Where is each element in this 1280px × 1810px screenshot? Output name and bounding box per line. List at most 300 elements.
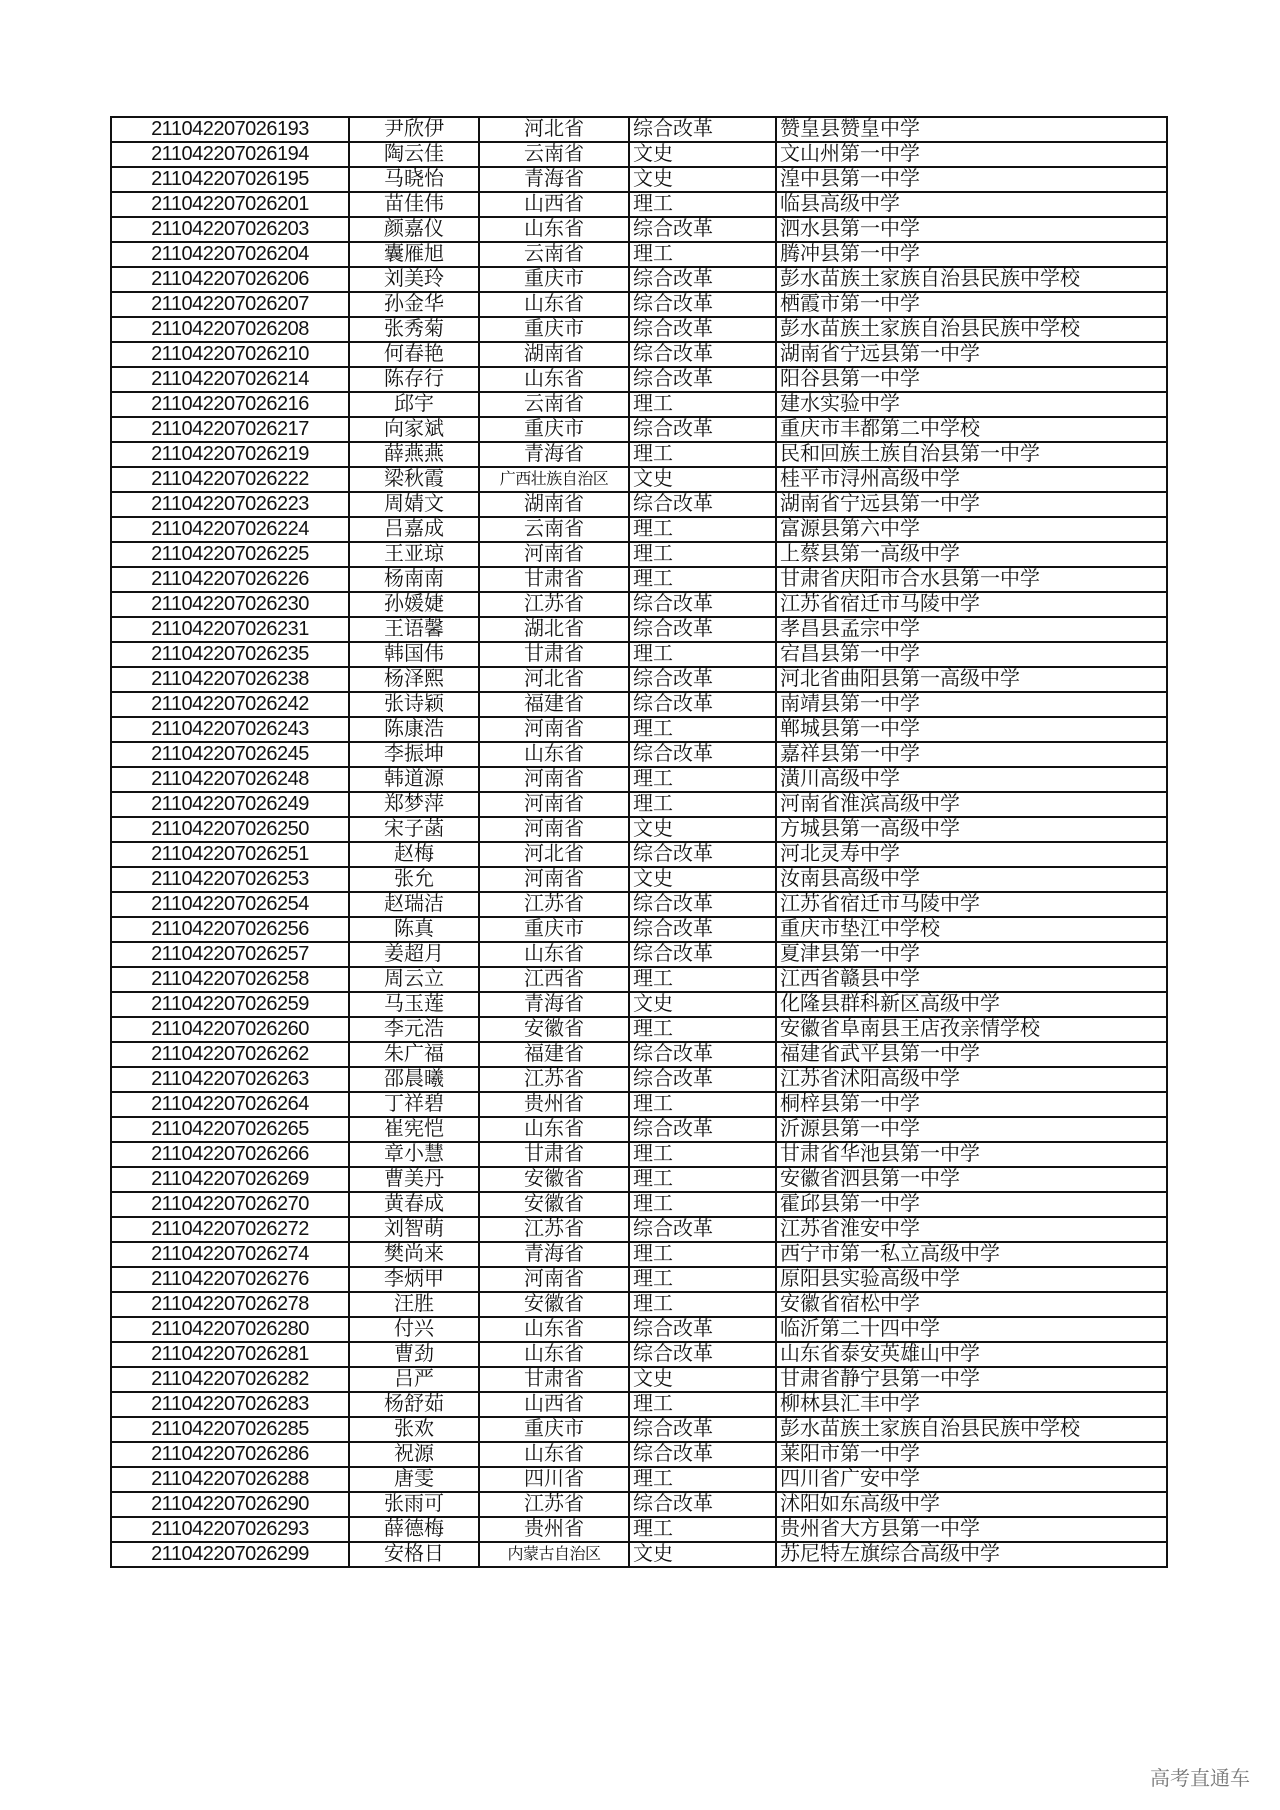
exam-id-cell: 211042207026223 — [111, 492, 349, 517]
exam-id-cell: 211042207026282 — [111, 1367, 349, 1392]
subject-category-cell: 理工 — [629, 767, 776, 792]
school-cell: 沂源县第一中学 — [776, 1117, 1167, 1142]
student-name-cell: 陈康浩 — [349, 717, 479, 742]
exam-id-cell: 211042207026266 — [111, 1142, 349, 1167]
subject-category-cell: 理工 — [629, 1392, 776, 1417]
province-cell: 山东省 — [479, 942, 629, 967]
school-cell: 赞皇县赞皇中学 — [776, 117, 1167, 142]
subject-category-cell: 综合改革 — [629, 267, 776, 292]
subject-category-cell: 综合改革 — [629, 417, 776, 442]
exam-id-cell: 211042207026293 — [111, 1517, 349, 1542]
subject-category-cell: 综合改革 — [629, 842, 776, 867]
subject-category-cell: 理工 — [629, 1267, 776, 1292]
subject-category-cell: 文史 — [629, 992, 776, 1017]
student-name-cell: 刘美玲 — [349, 267, 479, 292]
subject-category-cell: 综合改革 — [629, 1417, 776, 1442]
province-cell: 青海省 — [479, 167, 629, 192]
school-cell: 栖霞市第一中学 — [776, 292, 1167, 317]
table-row — [111, 1417, 1167, 1442]
table-row — [111, 942, 1167, 967]
exam-id-cell: 211042207026217 — [111, 417, 349, 442]
table-row — [111, 317, 1167, 342]
school-cell: 山东省泰安英雄山中学 — [776, 1342, 1167, 1367]
table-row — [111, 1167, 1167, 1192]
student-name-cell: 邱宇 — [349, 392, 479, 417]
table-row — [111, 517, 1167, 542]
table-row — [111, 392, 1167, 417]
school-cell: 甘肃省华池县第一中学 — [776, 1142, 1167, 1167]
exam-id-cell: 211042207026286 — [111, 1442, 349, 1467]
subject-category-cell: 文史 — [629, 1542, 776, 1567]
student-name-cell: 马晓怡 — [349, 167, 479, 192]
exam-id-cell: 211042207026204 — [111, 242, 349, 267]
subject-category-cell: 理工 — [629, 1192, 776, 1217]
province-cell: 内蒙古自治区 — [479, 1542, 629, 1567]
exam-id-cell: 211042207026253 — [111, 867, 349, 892]
table-row — [111, 767, 1167, 792]
province-cell: 云南省 — [479, 392, 629, 417]
table-row — [111, 667, 1167, 692]
school-cell: 建水实验中学 — [776, 392, 1167, 417]
exam-id-cell: 211042207026219 — [111, 442, 349, 467]
student-name-cell: 周云立 — [349, 967, 479, 992]
table-row — [111, 1092, 1167, 1117]
subject-category-cell: 综合改革 — [629, 692, 776, 717]
school-cell: 彭水苗族土家族自治县民族中学校 — [776, 317, 1167, 342]
exam-id-cell: 211042207026226 — [111, 567, 349, 592]
province-cell: 山东省 — [479, 1342, 629, 1367]
table-row — [111, 1467, 1167, 1492]
subject-category-cell: 综合改革 — [629, 217, 776, 242]
student-name-cell: 杨南南 — [349, 567, 479, 592]
exam-id-cell: 211042207026208 — [111, 317, 349, 342]
province-cell: 河南省 — [479, 817, 629, 842]
subject-category-cell: 综合改革 — [629, 1042, 776, 1067]
table-row — [111, 417, 1167, 442]
school-cell: 孝昌县孟宗中学 — [776, 617, 1167, 642]
province-cell: 湖北省 — [479, 617, 629, 642]
school-cell: 河南省淮滨高级中学 — [776, 792, 1167, 817]
school-cell: 福建省武平县第一中学 — [776, 1042, 1167, 1067]
province-cell: 河南省 — [479, 1267, 629, 1292]
subject-category-cell: 理工 — [629, 642, 776, 667]
province-cell: 贵州省 — [479, 1092, 629, 1117]
school-cell: 民和回族土族自治县第一中学 — [776, 442, 1167, 467]
table-row — [111, 717, 1167, 742]
exam-id-cell: 211042207026285 — [111, 1417, 349, 1442]
province-cell: 甘肃省 — [479, 567, 629, 592]
province-cell: 山西省 — [479, 1392, 629, 1417]
exam-id-cell: 211042207026280 — [111, 1317, 349, 1342]
student-name-cell: 邵晨曦 — [349, 1067, 479, 1092]
student-name-cell: 马玉莲 — [349, 992, 479, 1017]
table-row — [111, 1442, 1167, 1467]
student-name-cell: 崔宪恺 — [349, 1117, 479, 1142]
subject-category-cell: 理工 — [629, 517, 776, 542]
province-cell: 甘肃省 — [479, 1142, 629, 1167]
exam-id-cell: 211042207026193 — [111, 117, 349, 142]
table-row — [111, 167, 1167, 192]
exam-id-cell: 211042207026256 — [111, 917, 349, 942]
subject-category-cell: 综合改革 — [629, 342, 776, 367]
province-cell: 河南省 — [479, 717, 629, 742]
province-cell: 江苏省 — [479, 1492, 629, 1517]
province-cell: 河北省 — [479, 117, 629, 142]
province-cell: 重庆市 — [479, 317, 629, 342]
table-row — [111, 642, 1167, 667]
student-name-cell: 王语馨 — [349, 617, 479, 642]
exam-id-cell: 211042207026260 — [111, 1017, 349, 1042]
exam-id-cell: 211042207026272 — [111, 1217, 349, 1242]
province-cell: 重庆市 — [479, 917, 629, 942]
table-row — [111, 1392, 1167, 1417]
student-name-cell: 张欢 — [349, 1417, 479, 1442]
student-name-cell: 张诗颖 — [349, 692, 479, 717]
table-row — [111, 917, 1167, 942]
exam-id-cell: 211042207026274 — [111, 1242, 349, 1267]
exam-id-cell: 211042207026263 — [111, 1067, 349, 1092]
subject-category-cell: 综合改革 — [629, 1317, 776, 1342]
subject-category-cell: 综合改革 — [629, 1342, 776, 1367]
school-cell: 化隆县群科新区高级中学 — [776, 992, 1167, 1017]
subject-category-cell: 文史 — [629, 1367, 776, 1392]
table-row — [111, 1342, 1167, 1367]
student-name-cell: 黄春成 — [349, 1192, 479, 1217]
school-cell: 湖南省宁远县第一中学 — [776, 492, 1167, 517]
province-cell: 山东省 — [479, 292, 629, 317]
table-row — [111, 142, 1167, 167]
subject-category-cell: 文史 — [629, 167, 776, 192]
school-cell: 桂平市浔州高级中学 — [776, 467, 1167, 492]
table-row — [111, 1517, 1167, 1542]
school-cell: 江苏省宿迁市马陵中学 — [776, 592, 1167, 617]
school-cell: 西宁市第一私立高级中学 — [776, 1242, 1167, 1267]
subject-category-cell: 理工 — [629, 967, 776, 992]
subject-category-cell: 理工 — [629, 542, 776, 567]
province-cell: 重庆市 — [479, 267, 629, 292]
exam-id-cell: 211042207026207 — [111, 292, 349, 317]
school-cell: 南靖县第一中学 — [776, 692, 1167, 717]
province-cell: 青海省 — [479, 992, 629, 1017]
school-cell: 莱阳市第一中学 — [776, 1442, 1167, 1467]
school-cell: 四川省广安中学 — [776, 1467, 1167, 1492]
student-name-cell: 韩道源 — [349, 767, 479, 792]
exam-id-cell: 211042207026258 — [111, 967, 349, 992]
school-cell: 安徽省泗县第一中学 — [776, 1167, 1167, 1192]
province-cell: 安徽省 — [479, 1167, 629, 1192]
subject-category-cell: 理工 — [629, 1292, 776, 1317]
subject-category-cell: 理工 — [629, 192, 776, 217]
exam-id-cell: 211042207026299 — [111, 1542, 349, 1567]
school-cell: 夏津县第一中学 — [776, 942, 1167, 967]
province-cell: 河南省 — [479, 767, 629, 792]
school-cell: 江苏省沭阳高级中学 — [776, 1067, 1167, 1092]
student-name-cell: 囊雁旭 — [349, 242, 479, 267]
table-row — [111, 742, 1167, 767]
exam-id-cell: 211042207026195 — [111, 167, 349, 192]
exam-id-cell: 211042207026235 — [111, 642, 349, 667]
student-name-cell: 薛燕燕 — [349, 442, 479, 467]
subject-category-cell: 文史 — [629, 867, 776, 892]
province-cell: 安徽省 — [479, 1192, 629, 1217]
province-cell: 山东省 — [479, 742, 629, 767]
province-cell: 山东省 — [479, 1117, 629, 1142]
student-name-cell: 周婧文 — [349, 492, 479, 517]
student-name-cell: 李炳甲 — [349, 1267, 479, 1292]
subject-category-cell: 综合改革 — [629, 1067, 776, 1092]
student-name-cell: 姜超月 — [349, 942, 479, 967]
province-cell: 贵州省 — [479, 1517, 629, 1542]
school-cell: 重庆市丰都第二中学校 — [776, 417, 1167, 442]
student-name-cell: 颜嘉仪 — [349, 217, 479, 242]
exam-id-cell: 211042207026265 — [111, 1117, 349, 1142]
subject-category-cell: 理工 — [629, 1242, 776, 1267]
school-cell: 汝南县高级中学 — [776, 867, 1167, 892]
subject-category-cell: 综合改革 — [629, 1442, 776, 1467]
province-cell: 河南省 — [479, 542, 629, 567]
subject-category-cell: 综合改革 — [629, 942, 776, 967]
school-cell: 腾冲县第一中学 — [776, 242, 1167, 267]
student-name-cell: 祝源 — [349, 1442, 479, 1467]
table-row — [111, 217, 1167, 242]
subject-category-cell: 综合改革 — [629, 117, 776, 142]
province-cell: 山东省 — [479, 217, 629, 242]
student-name-cell: 张秀菊 — [349, 317, 479, 342]
exam-id-cell: 211042207026278 — [111, 1292, 349, 1317]
exam-id-cell: 211042207026250 — [111, 817, 349, 842]
subject-category-cell: 综合改革 — [629, 917, 776, 942]
exam-id-cell: 211042207026249 — [111, 792, 349, 817]
student-name-cell: 张雨可 — [349, 1492, 479, 1517]
province-cell: 重庆市 — [479, 1417, 629, 1442]
student-name-cell: 郑梦萍 — [349, 792, 479, 817]
table-row — [111, 442, 1167, 467]
province-cell: 江苏省 — [479, 1217, 629, 1242]
exam-id-cell: 211042207026290 — [111, 1492, 349, 1517]
province-cell: 重庆市 — [479, 417, 629, 442]
subject-category-cell: 理工 — [629, 1092, 776, 1117]
exam-id-cell: 211042207026248 — [111, 767, 349, 792]
school-cell: 临县高级中学 — [776, 192, 1167, 217]
exam-id-cell: 211042207026243 — [111, 717, 349, 742]
province-cell: 河南省 — [479, 867, 629, 892]
province-cell: 山东省 — [479, 1317, 629, 1342]
exam-id-cell: 211042207026251 — [111, 842, 349, 867]
school-cell: 泗水县第一中学 — [776, 217, 1167, 242]
subject-category-cell: 理工 — [629, 242, 776, 267]
province-cell: 安徽省 — [479, 1017, 629, 1042]
school-cell: 沭阳如东高级中学 — [776, 1492, 1167, 1517]
province-cell: 安徽省 — [479, 1292, 629, 1317]
exam-id-cell: 211042207026194 — [111, 142, 349, 167]
table-row — [111, 467, 1167, 492]
school-cell: 河北灵寿中学 — [776, 842, 1167, 867]
table-row — [111, 592, 1167, 617]
student-name-cell: 梁秋霞 — [349, 467, 479, 492]
province-cell: 云南省 — [479, 142, 629, 167]
student-name-cell: 宋子菡 — [349, 817, 479, 842]
subject-category-cell: 理工 — [629, 1167, 776, 1192]
table-row — [111, 1117, 1167, 1142]
school-cell: 嘉祥县第一中学 — [776, 742, 1167, 767]
subject-category-cell: 综合改革 — [629, 317, 776, 342]
table-row — [111, 817, 1167, 842]
table-row — [111, 1492, 1167, 1517]
province-cell: 福建省 — [479, 692, 629, 717]
school-cell: 原阳县实验高级中学 — [776, 1267, 1167, 1292]
student-name-cell: 向家斌 — [349, 417, 479, 442]
province-cell: 云南省 — [479, 242, 629, 267]
student-name-cell: 韩国伟 — [349, 642, 479, 667]
table-row — [111, 342, 1167, 367]
table-row — [111, 367, 1167, 392]
table-row — [111, 542, 1167, 567]
subject-category-cell: 综合改革 — [629, 592, 776, 617]
exam-id-cell: 211042207026230 — [111, 592, 349, 617]
student-name-cell: 吕严 — [349, 1367, 479, 1392]
school-cell: 贵州省大方县第一中学 — [776, 1517, 1167, 1542]
province-cell: 湖南省 — [479, 342, 629, 367]
table-row — [111, 1142, 1167, 1167]
subject-category-cell: 理工 — [629, 1517, 776, 1542]
subject-category-cell: 综合改革 — [629, 292, 776, 317]
school-cell: 河北省曲阳县第一高级中学 — [776, 667, 1167, 692]
subject-category-cell: 理工 — [629, 1017, 776, 1042]
subject-category-cell: 综合改革 — [629, 1217, 776, 1242]
student-name-cell: 杨舒茹 — [349, 1392, 479, 1417]
subject-category-cell: 综合改革 — [629, 1492, 776, 1517]
subject-category-cell: 综合改革 — [629, 1117, 776, 1142]
school-cell: 宕昌县第一中学 — [776, 642, 1167, 667]
school-cell: 方城县第一高级中学 — [776, 817, 1167, 842]
exam-id-cell: 211042207026214 — [111, 367, 349, 392]
school-cell: 上蔡县第一高级中学 — [776, 542, 1167, 567]
student-name-cell: 安格日 — [349, 1542, 479, 1567]
table-row — [111, 1042, 1167, 1067]
table-row — [111, 892, 1167, 917]
student-name-cell: 杨泽熙 — [349, 667, 479, 692]
exam-id-cell: 211042207026254 — [111, 892, 349, 917]
school-cell: 重庆市垫江中学校 — [776, 917, 1167, 942]
exam-id-cell: 211042207026245 — [111, 742, 349, 767]
student-name-cell: 丁祥碧 — [349, 1092, 479, 1117]
subject-category-cell: 文史 — [629, 467, 776, 492]
table-row — [111, 292, 1167, 317]
table-row — [111, 242, 1167, 267]
subject-category-cell: 理工 — [629, 392, 776, 417]
table-row — [111, 192, 1167, 217]
student-name-cell: 陈真 — [349, 917, 479, 942]
province-cell: 江苏省 — [479, 892, 629, 917]
school-cell: 桐梓县第一中学 — [776, 1092, 1167, 1117]
student-name-cell: 刘智萌 — [349, 1217, 479, 1242]
student-name-cell: 陈存行 — [349, 367, 479, 392]
student-name-cell: 曹美丹 — [349, 1167, 479, 1192]
table-row — [111, 1367, 1167, 1392]
student-name-cell: 唐雯 — [349, 1467, 479, 1492]
school-cell: 湟中县第一中学 — [776, 167, 1167, 192]
exam-id-cell: 211042207026231 — [111, 617, 349, 642]
student-name-cell: 汪胜 — [349, 1292, 479, 1317]
exam-id-cell: 211042207026259 — [111, 992, 349, 1017]
student-name-cell: 李元浩 — [349, 1017, 479, 1042]
exam-id-cell: 211042207026281 — [111, 1342, 349, 1367]
table-row — [111, 1317, 1167, 1342]
province-cell: 甘肃省 — [479, 642, 629, 667]
subject-category-cell: 文史 — [629, 142, 776, 167]
school-cell: 柳林县汇丰中学 — [776, 1392, 1167, 1417]
student-name-cell: 薛德梅 — [349, 1517, 479, 1542]
school-cell: 郸城县第一中学 — [776, 717, 1167, 742]
exam-id-cell: 211042207026242 — [111, 692, 349, 717]
exam-id-cell: 211042207026270 — [111, 1192, 349, 1217]
exam-id-cell: 211042207026222 — [111, 467, 349, 492]
table-row — [111, 1067, 1167, 1092]
student-name-cell: 王亚琼 — [349, 542, 479, 567]
table-row — [111, 1292, 1167, 1317]
school-cell: 阳谷县第一中学 — [776, 367, 1167, 392]
exam-id-cell: 211042207026203 — [111, 217, 349, 242]
subject-category-cell: 综合改革 — [629, 742, 776, 767]
province-cell: 四川省 — [479, 1467, 629, 1492]
subject-category-cell: 理工 — [629, 792, 776, 817]
student-name-cell: 张允 — [349, 867, 479, 892]
table-row — [111, 1267, 1167, 1292]
table-row — [111, 492, 1167, 517]
school-cell: 江苏省宿迁市马陵中学 — [776, 892, 1167, 917]
province-cell: 甘肃省 — [479, 1367, 629, 1392]
table-row — [111, 1017, 1167, 1042]
table-row — [111, 1192, 1167, 1217]
province-cell: 江苏省 — [479, 592, 629, 617]
subject-category-cell: 理工 — [629, 1467, 776, 1492]
student-name-cell: 付兴 — [349, 1317, 479, 1342]
province-cell: 江西省 — [479, 967, 629, 992]
student-name-cell: 赵瑞洁 — [349, 892, 479, 917]
school-cell: 霍邱县第一中学 — [776, 1192, 1167, 1217]
exam-id-cell: 211042207026269 — [111, 1167, 349, 1192]
province-cell: 云南省 — [479, 517, 629, 542]
province-cell: 广西壮族自治区 — [479, 467, 629, 492]
subject-category-cell: 理工 — [629, 717, 776, 742]
student-name-cell: 朱广福 — [349, 1042, 479, 1067]
student-name-cell: 赵梅 — [349, 842, 479, 867]
student-name-cell: 尹欣伊 — [349, 117, 479, 142]
exam-id-cell: 211042207026206 — [111, 267, 349, 292]
exam-id-cell: 211042207026201 — [111, 192, 349, 217]
table-row — [111, 617, 1167, 642]
table-row — [111, 692, 1167, 717]
student-name-cell: 苗佳伟 — [349, 192, 479, 217]
exam-id-cell: 211042207026210 — [111, 342, 349, 367]
province-cell: 湖南省 — [479, 492, 629, 517]
exam-id-cell: 211042207026225 — [111, 542, 349, 567]
school-cell: 湖南省宁远县第一中学 — [776, 342, 1167, 367]
student-name-cell: 章小慧 — [349, 1142, 479, 1167]
province-cell: 江苏省 — [479, 1067, 629, 1092]
table-row — [111, 117, 1167, 142]
school-cell: 甘肃省静宁县第一中学 — [776, 1367, 1167, 1392]
school-cell: 江西省赣县中学 — [776, 967, 1167, 992]
student-name-cell: 李振坤 — [349, 742, 479, 767]
subject-category-cell: 综合改革 — [629, 617, 776, 642]
province-cell: 福建省 — [479, 1042, 629, 1067]
exam-id-cell: 211042207026216 — [111, 392, 349, 417]
exam-id-cell: 211042207026238 — [111, 667, 349, 692]
province-cell: 山西省 — [479, 192, 629, 217]
table-row — [111, 967, 1167, 992]
admission-list-table — [110, 116, 1168, 1568]
